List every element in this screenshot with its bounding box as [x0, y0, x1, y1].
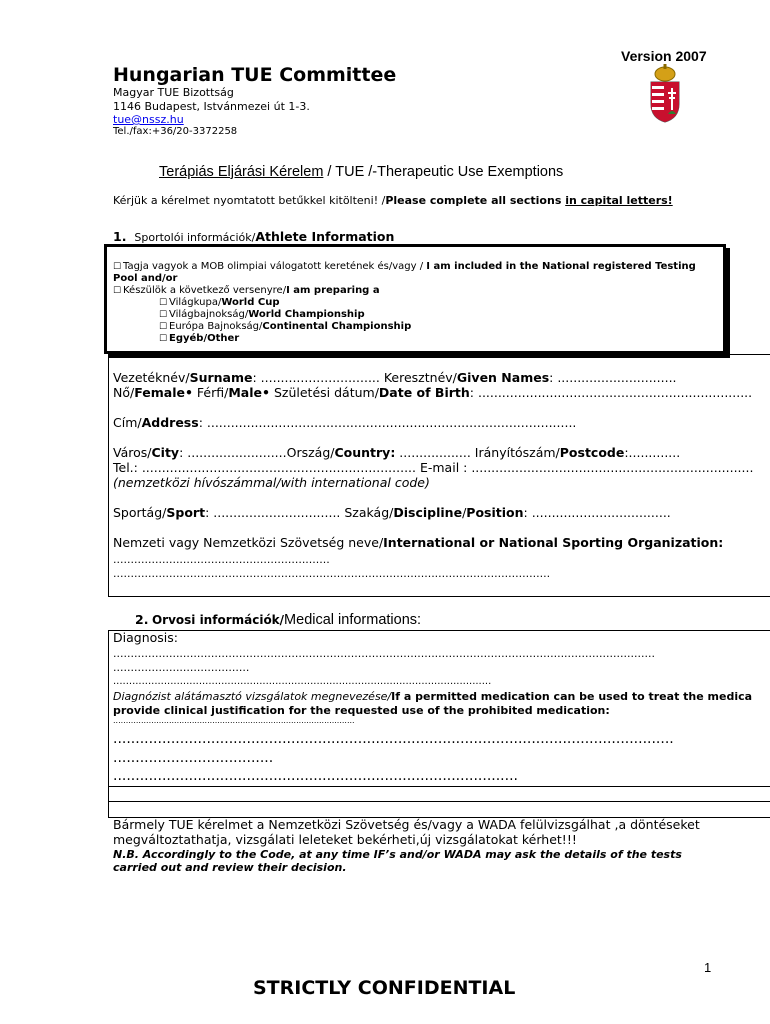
section2-hu: Orvosi információk/: [151, 613, 285, 627]
fields-box-left: [108, 354, 109, 596]
org-label-hu: Nemzeti vagy Nemzetközi Szövetség neve/: [113, 535, 384, 550]
address-label-en: Address: [141, 415, 199, 430]
checkbox-icon[interactable]: ☐: [159, 322, 168, 332]
intl-code-note: (nemzetközi hívószámmal/with international code): [113, 475, 430, 490]
hungarian-coat-of-arms-icon: [648, 64, 682, 124]
country-label-en: Country:: [334, 445, 396, 460]
discipline-label-hu: Szakág/: [344, 505, 394, 520]
female-label-en: Female: [134, 385, 185, 400]
option-national-pool-en: I am included in the National registered Testing: [426, 261, 696, 272]
sport-row[interactable]: [113, 505, 671, 520]
sport-field[interactable]: : ................................: [205, 505, 345, 520]
section1-heading: [113, 229, 394, 244]
medical-box-divider-1: [108, 786, 770, 787]
city-label-hu: Város/: [113, 445, 152, 460]
telfax: Tel./fax:+36/20-3372258: [113, 126, 238, 137]
section1-hu: Sportolói információk/: [134, 231, 256, 244]
diagnosis-field-1[interactable]: ...........................................................................................................................................................: [113, 647, 655, 660]
position-label-en: Position: [466, 505, 524, 520]
option-world-championship[interactable]: [159, 309, 365, 320]
city-field[interactable]: : .........................: [179, 445, 287, 460]
city-label-en: City: [151, 445, 180, 460]
option-continental-hu: Európa Bajnokság/: [169, 321, 263, 332]
fields-box-bottom: [108, 596, 770, 597]
postcode-label-en: Postcode: [559, 445, 625, 460]
fields-box-top: [108, 354, 770, 355]
section2-en: Medical informations:: [284, 612, 422, 628]
surname-field[interactable]: : ..............................: [252, 370, 380, 385]
confidential-label: STRICTLY CONFIDENTIAL: [253, 977, 516, 999]
option-national-pool-cont: Pool and/or: [113, 273, 178, 284]
surname-label-hu: Vezetéknév/: [113, 370, 190, 385]
postcode-label-hu: Irányítószám/: [474, 445, 560, 460]
option-world-cup[interactable]: [159, 297, 280, 308]
option-continental-championship[interactable]: [159, 321, 411, 332]
option-world-cup-en: World Cup: [221, 297, 280, 308]
option-preparing[interactable]: [113, 285, 380, 296]
instruction: [113, 194, 673, 207]
dob-label-hu: Születési dátum/: [270, 385, 379, 400]
version-label: Version 2007: [621, 48, 707, 64]
tel-email-field[interactable]: Tel.: ..................................................................... E-mail : .......................................................................: [113, 460, 754, 475]
slash: /: [462, 505, 467, 520]
section2-num: 2.: [135, 612, 149, 627]
org-name-hu: Magyar TUE Bizottság: [113, 86, 234, 99]
sport-label-hu: Sportág/: [113, 505, 167, 520]
page-number: 1: [704, 960, 712, 975]
section2-heading: [135, 612, 421, 628]
justification-field-3[interactable]: ....................................: [113, 750, 274, 766]
note-en-2: carried out and review their decision.: [113, 861, 347, 874]
email-link[interactable]: tue@nssz.hu: [113, 113, 184, 126]
position-field[interactable]: : ...................................: [523, 505, 671, 520]
discipline-label-en: Discipline: [393, 505, 463, 520]
instruction-hu: Kérjük a kérelmet nyomtatott betűkkel kitölteni! /: [113, 194, 386, 207]
justification-line-1: [113, 690, 752, 703]
title-sep: /: [323, 164, 336, 180]
dob-label-en: Date of Birth: [378, 385, 470, 400]
postcode-field[interactable]: :.............: [624, 445, 681, 460]
justification-field-1[interactable]: ...............................................................................................: [113, 716, 355, 725]
female-bullet-icon[interactable]: •: [184, 385, 193, 400]
option-world-cup-hu: Világkupa/: [169, 297, 222, 308]
instruction-en-underlined: in capital letters!: [565, 194, 673, 207]
female-label-hu: Nő/: [113, 385, 135, 400]
address-field[interactable]: : .............................................................................................: [198, 415, 577, 430]
note-hu-2: megváltoztathatja, vizsgálati leleteket bekérheti,új vizsgálatokat kérhet!!!: [113, 832, 577, 847]
note-en-1: N.B. Accordingly to the Code, at any time IF’s and/or WADA may ask the details of the tests: [113, 848, 682, 861]
option-preparing-en: I am preparing a: [286, 285, 380, 296]
option-other[interactable]: [159, 333, 239, 344]
section1-en: Athlete Information: [255, 229, 395, 244]
male-label-hu: Férfi/: [192, 385, 229, 400]
address-row[interactable]: [113, 415, 576, 430]
option-world-championship-en: World Championship: [248, 309, 365, 320]
justification-line-2: provide clinical justification for the requested use of the prohibited medication:: [113, 704, 610, 717]
checkbox-icon[interactable]: ☐: [159, 310, 168, 320]
option-continental-en: Continental Championship: [262, 321, 412, 332]
justification-field-2[interactable]: ..............................................................................................................................: [113, 731, 674, 747]
given-label-en: Given Names: [456, 370, 550, 385]
gender-dob-row[interactable]: [113, 385, 752, 400]
country-field[interactable]: ..................: [395, 445, 475, 460]
justification-field-4[interactable]: ...........................................................................................: [113, 768, 518, 784]
org-label-en: International or National Sporting Organization:: [383, 535, 724, 550]
checkbox-icon[interactable]: ☐: [113, 262, 122, 272]
surname-given-row[interactable]: [113, 370, 677, 385]
medical-box-top: [108, 630, 770, 631]
address-label-hu: Cím/: [113, 415, 142, 430]
diagnosis-field-3[interactable]: .......................................................................................................................: [113, 676, 492, 687]
section1-num: 1.: [113, 229, 127, 244]
organization-field-2[interactable]: .............................................................................................................................: [113, 567, 551, 580]
org-address: 1146 Budapest, Istvánmezei út 1-3.: [113, 100, 310, 113]
medical-box-left: [108, 630, 109, 818]
diagnosis-label: Diagnosis:: [113, 630, 178, 645]
note-hu-1: Bármely TUE kérelmet a Nemzetközi Szövetség és/vagy a WADA felülvizsgálhat ,a döntéseket: [113, 817, 700, 832]
checkbox-icon[interactable]: ☐: [159, 334, 168, 344]
medical-box-divider-2: [108, 801, 770, 802]
form-title: [159, 164, 563, 180]
country-label-hu: Ország/: [286, 445, 335, 460]
male-label-en: Male: [228, 385, 262, 400]
option-other-label: Egyéb/Other: [169, 333, 240, 344]
option-national-pool[interactable]: [113, 261, 696, 272]
organization-row: [113, 535, 723, 550]
dob-field[interactable]: : .....................................................................: [469, 385, 753, 400]
sport-label-en: Sport: [166, 505, 206, 520]
justification-hu: Diagnózist alátámasztó vizsgálatok megnevezése/: [113, 690, 392, 703]
surname-label-en: Surname: [189, 370, 253, 385]
org-title: Hungarian TUE Committee: [113, 64, 397, 86]
organization-field-1[interactable]: ..............................................................: [113, 553, 330, 566]
given-label-hu: Keresztnév/: [379, 370, 457, 385]
option-world-championship-hu: Világbajnokság/: [169, 309, 249, 320]
justification-en-1: If a permitted medication can be used to treat the medica: [391, 690, 753, 703]
checkbox-icon[interactable]: ☐: [159, 298, 168, 308]
title-hu: Terápiás Eljárási Kérelem: [159, 164, 324, 180]
instruction-en: Please complete all sections: [385, 194, 566, 207]
given-names-field[interactable]: : ..............................: [549, 370, 677, 385]
checkbox-icon[interactable]: ☐: [113, 286, 122, 296]
option-national-pool-hu: Tagja vagyok a MOB olimpiai válogatott keretének és/vagy /: [123, 261, 427, 272]
male-bullet-icon[interactable]: •: [262, 385, 270, 400]
diagnosis-field-2[interactable]: .......................................: [113, 661, 250, 674]
city-row[interactable]: [113, 445, 680, 460]
option-preparing-hu: Készülök a következő versenyre/: [123, 285, 287, 296]
title-en: TUE /-Therapeutic Use Exemptions: [335, 164, 564, 180]
